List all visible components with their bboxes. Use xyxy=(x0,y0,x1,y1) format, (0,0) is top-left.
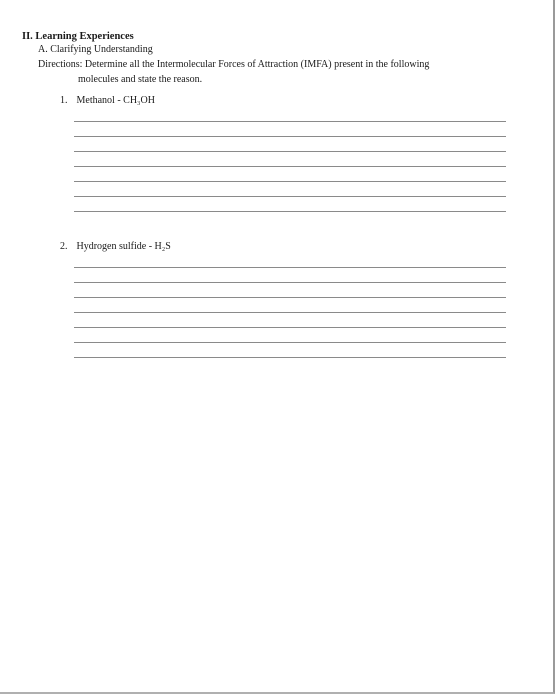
answer-line[interactable] xyxy=(74,166,506,167)
answer-line[interactable] xyxy=(74,282,506,283)
answer-line[interactable] xyxy=(74,297,506,298)
answer-line[interactable] xyxy=(74,267,506,268)
question-2-label: Hydrogen sulfide - H₂S xyxy=(76,241,171,252)
directions-line-1: Directions: Determine all the Intermolecular Forces of Attraction (IMFA) present in the following xyxy=(38,59,430,70)
answer-lines-2[interactable] xyxy=(74,267,506,372)
question-1 xyxy=(60,95,155,106)
answer-line[interactable] xyxy=(74,312,506,313)
question-1-number: 1. xyxy=(60,95,68,106)
question-2 xyxy=(60,241,171,252)
directions xyxy=(38,57,508,87)
answer-lines-1[interactable] xyxy=(74,121,506,226)
answer-line[interactable] xyxy=(74,136,506,137)
answer-line[interactable] xyxy=(74,181,506,182)
subheading: A. Clarifying Understanding xyxy=(38,44,153,55)
answer-line[interactable] xyxy=(74,151,506,152)
answer-line[interactable] xyxy=(74,211,506,212)
question-1-label: Methanol - CH₃OH xyxy=(76,95,155,106)
answer-line[interactable] xyxy=(74,121,506,122)
answer-line[interactable] xyxy=(74,196,506,197)
answer-line[interactable] xyxy=(74,327,506,328)
question-2-number: 2. xyxy=(60,241,68,252)
directions-line-2: molecules and state the reason. xyxy=(78,74,203,85)
answer-line[interactable] xyxy=(74,357,506,358)
answer-line[interactable] xyxy=(74,342,506,343)
section-title: II. Learning Experiences xyxy=(22,31,134,42)
